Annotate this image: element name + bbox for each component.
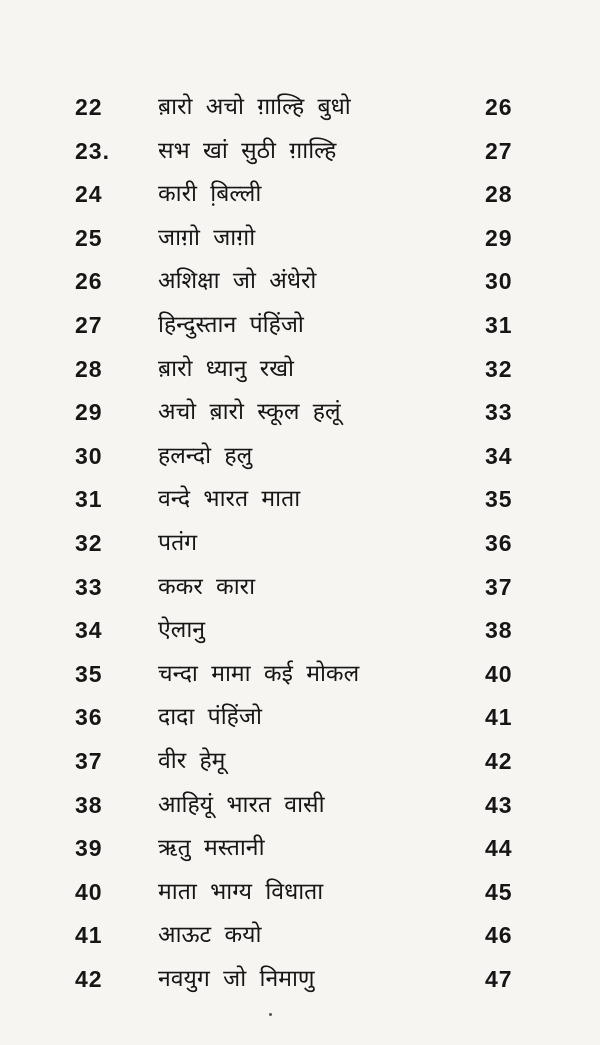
toc-number: 39 (75, 835, 103, 862)
toc-row (0, 740, 600, 784)
toc-row (0, 435, 600, 479)
toc-page-number: 28 (485, 181, 513, 208)
toc-number: 24 (75, 181, 103, 208)
toc-page-number: 27 (485, 137, 513, 164)
toc-title: माता भाग्य विधाता (158, 878, 324, 905)
toc-row (0, 871, 600, 915)
toc-title: सभ खां सुठी ग़ाल्हि (158, 137, 337, 164)
toc-number: 32 (75, 529, 103, 556)
toc-title: ब़ारो अचो ग़ाल्हि बुधो (158, 94, 351, 120)
toc-number: 41 (75, 922, 103, 949)
toc-title: चन्दा मामा कई मोकल (158, 660, 360, 687)
toc-row (0, 478, 600, 522)
toc-page-number: 26 (485, 94, 513, 120)
toc-page-number: 34 (485, 442, 513, 469)
toc-title: अचो ब़ारो स्कूल हलूं (158, 399, 341, 426)
toc-page-number: 30 (485, 268, 513, 295)
toc-number: 22 (75, 94, 103, 120)
toc-number: 23. (75, 137, 110, 164)
toc-title: जाग़ो जाग़ो (158, 224, 256, 251)
toc-number: 34 (75, 617, 103, 644)
toc-number: 38 (75, 791, 103, 818)
toc-page-number: 43 (485, 791, 513, 818)
toc-title: हिन्दुस्तान पंहिंजो (158, 311, 304, 338)
toc-row (0, 130, 600, 174)
toc-row (0, 522, 600, 566)
toc-title: पतंग (158, 529, 198, 556)
page-dot (269, 1013, 272, 1016)
toc-title: दादा पंहिंजो (158, 704, 262, 731)
toc-title: वीर हेमू (158, 747, 226, 774)
toc-page-number: 33 (485, 399, 513, 426)
toc-title: अशिक्षा जो अंधेरो (158, 268, 317, 295)
toc-page-number: 46 (485, 922, 513, 949)
toc-page-number: 38 (485, 617, 513, 644)
toc-row (0, 784, 600, 828)
toc-row (0, 391, 600, 435)
toc-page-number: 37 (485, 573, 513, 600)
toc-page-number: 35 (485, 486, 513, 513)
toc-row (0, 827, 600, 871)
toc-page-number: 29 (485, 224, 513, 251)
toc-number: 27 (75, 311, 103, 338)
toc-page-number: 31 (485, 311, 513, 338)
toc-row (0, 566, 600, 610)
toc-page-number: 40 (485, 660, 513, 687)
toc-number: 28 (75, 355, 103, 382)
toc-number: 26 (75, 268, 103, 295)
toc-number: 40 (75, 878, 103, 905)
toc-title: नवयुग जो निमाणु (158, 965, 315, 992)
toc-row (0, 304, 600, 348)
toc-title: ब़ारो ध्यानु रखो (158, 355, 294, 382)
toc-page-number: 36 (485, 529, 513, 556)
toc-title: आऊट कयो (158, 922, 262, 949)
toc-row (0, 696, 600, 740)
toc-page-number: 44 (485, 835, 513, 862)
toc-row (0, 260, 600, 304)
toc-title: हलन्दो हलु (158, 442, 253, 469)
toc-row (0, 217, 600, 261)
toc-row (0, 653, 600, 697)
toc-number: 36 (75, 704, 103, 731)
toc-row (0, 914, 600, 958)
toc-row (0, 173, 600, 217)
toc-number: 37 (75, 747, 103, 774)
table-of-contents (0, 86, 600, 1001)
toc-row (0, 609, 600, 653)
toc-number: 29 (75, 399, 103, 426)
toc-page-number: 47 (485, 965, 513, 992)
toc-number: 42 (75, 965, 103, 992)
toc-page-number: 32 (485, 355, 513, 382)
toc-number: 33 (75, 573, 103, 600)
toc-number: 31 (75, 486, 103, 513)
toc-title: ऐलानु (158, 617, 206, 644)
toc-title: ऋतु मस्तानी (158, 835, 265, 862)
toc-title: ककर कारा (158, 573, 256, 600)
toc-page-number: 42 (485, 747, 513, 774)
toc-title: आहियूं भारत वासी (158, 791, 325, 818)
toc-number: 35 (75, 660, 103, 687)
toc-row (0, 86, 600, 130)
toc-row (0, 958, 600, 1002)
toc-row (0, 348, 600, 392)
toc-title: वन्दे भारत माता (158, 486, 301, 513)
toc-page-number: 41 (485, 704, 513, 731)
toc-number: 30 (75, 442, 103, 469)
toc-title: कारी बि़ल्ली (158, 181, 262, 208)
toc-number: 25 (75, 224, 103, 251)
toc-page-number: 45 (485, 878, 513, 905)
